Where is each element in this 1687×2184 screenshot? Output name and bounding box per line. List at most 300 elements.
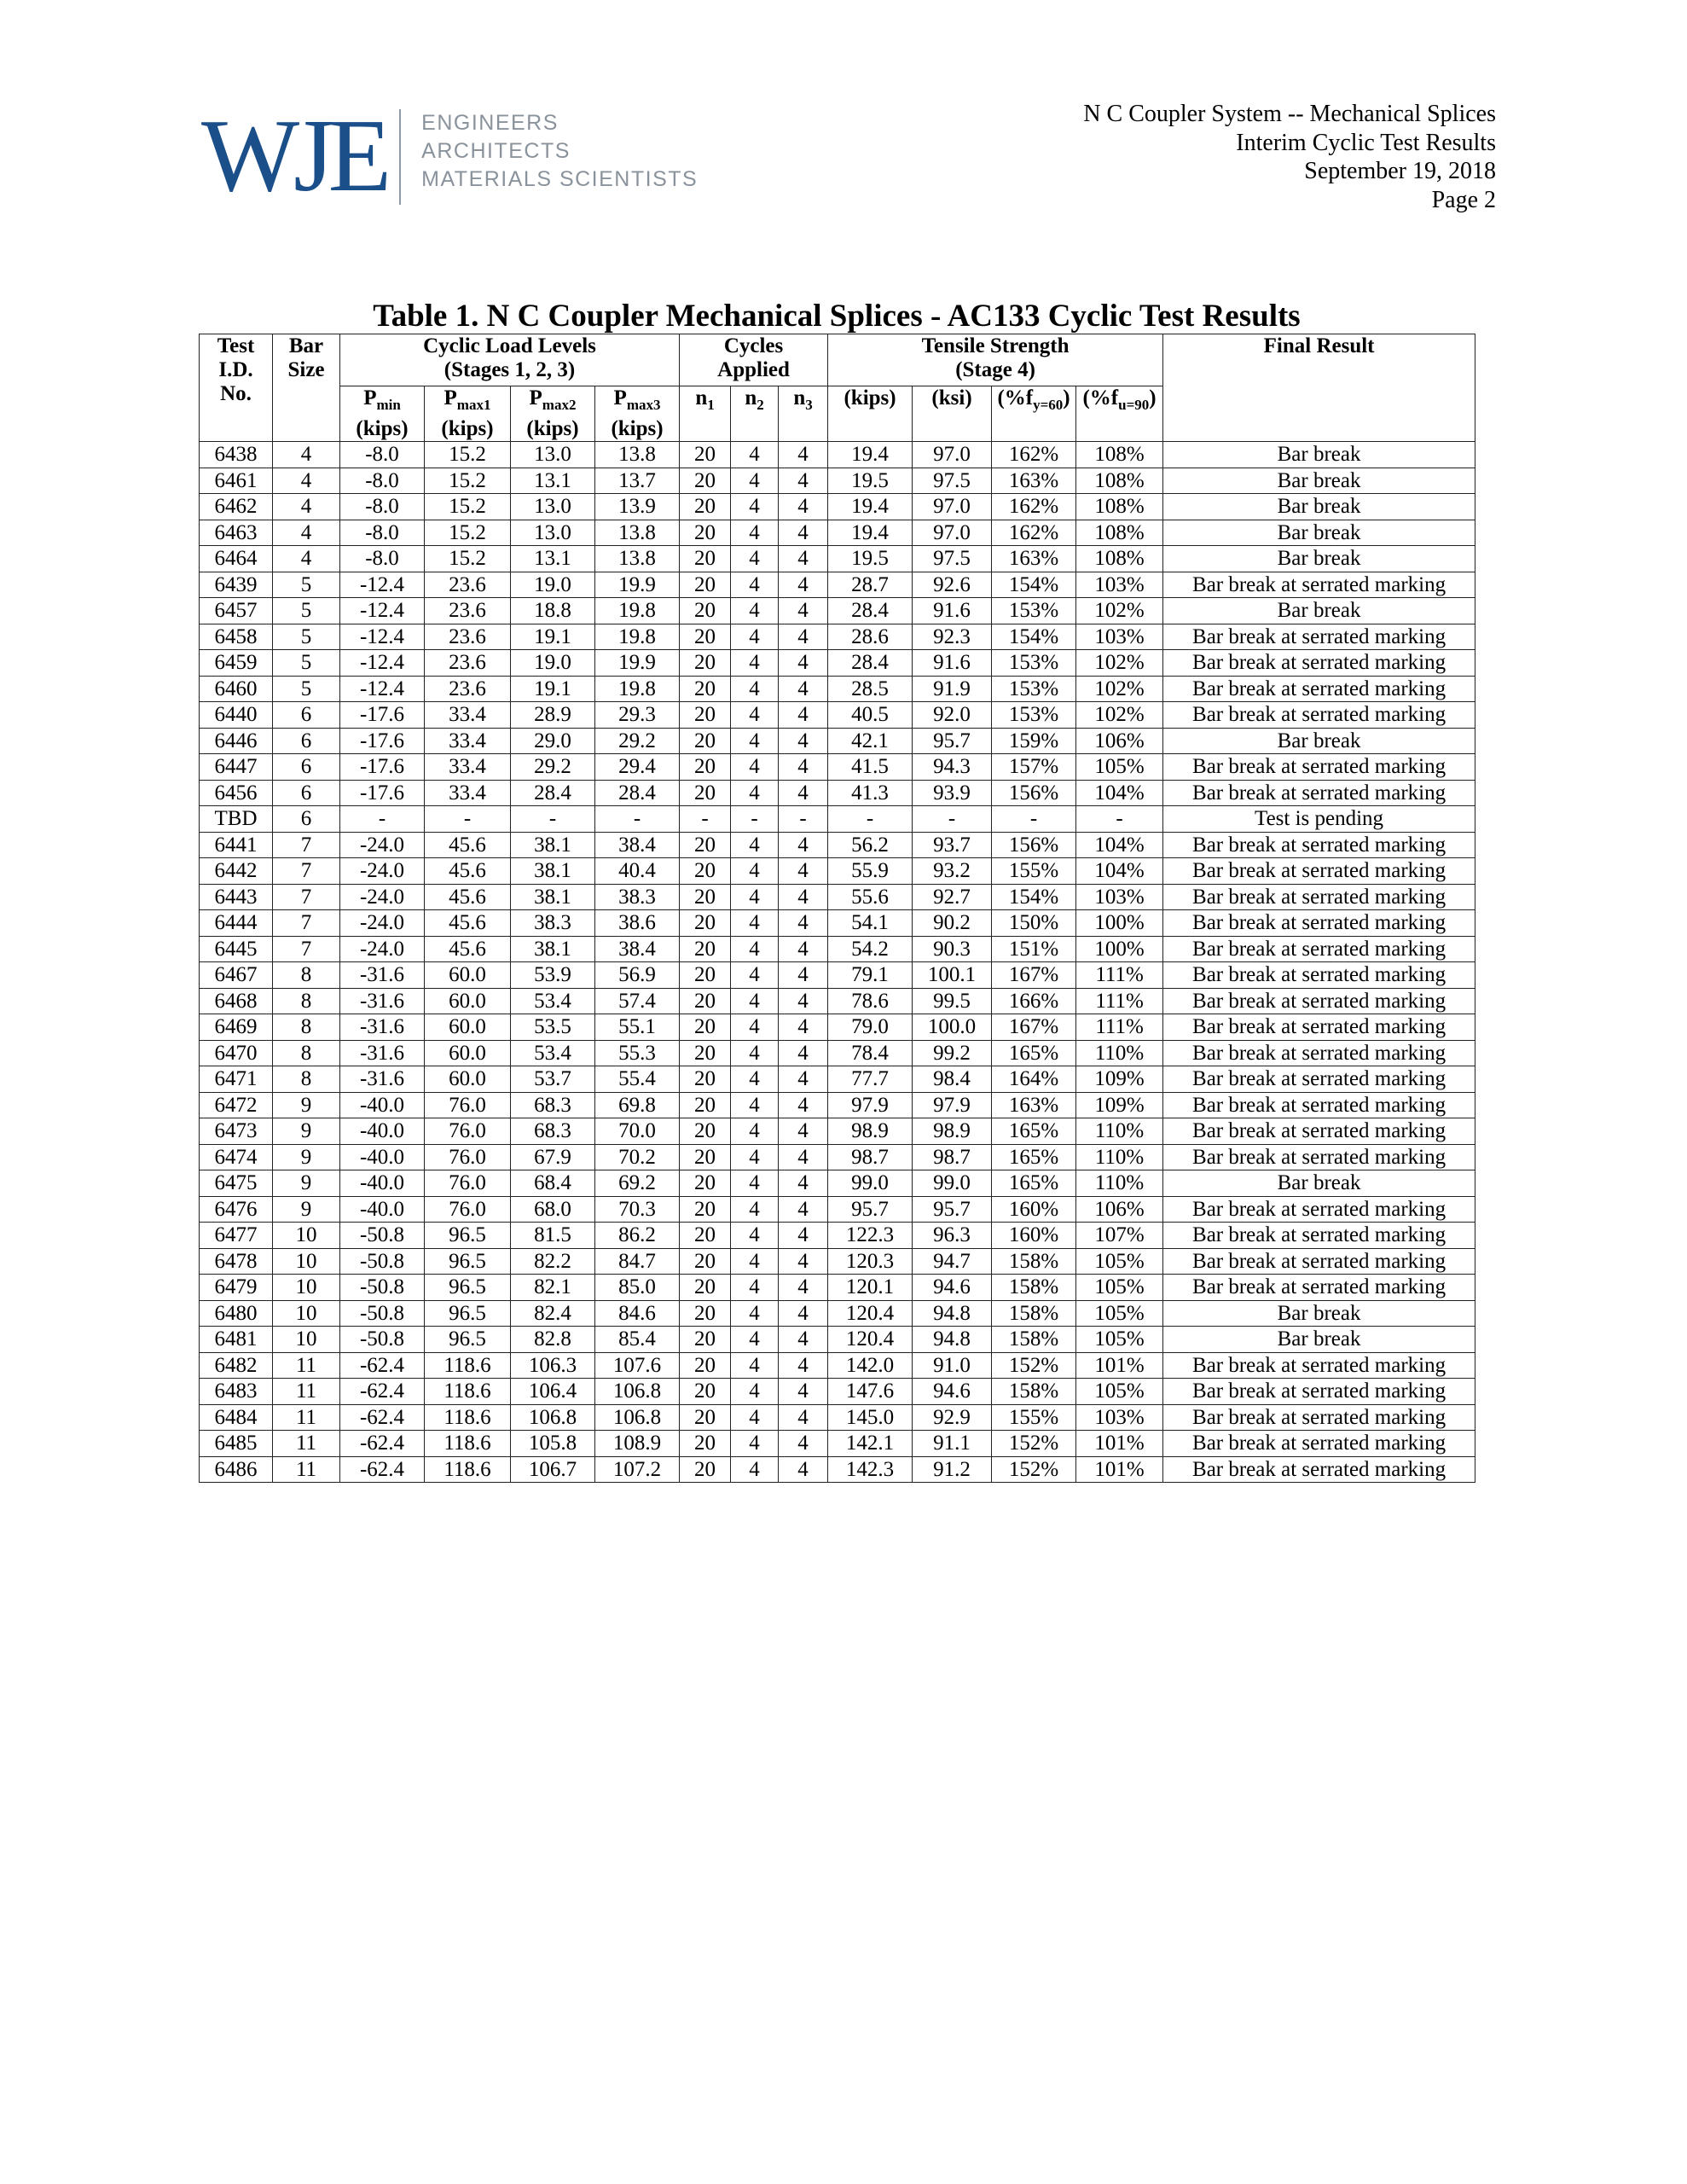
- cell-pmin: -62.4: [340, 1404, 425, 1431]
- col-header-n1: $n_1$: [680, 386, 731, 442]
- cell-pct-fy: 167%: [992, 962, 1076, 989]
- cell-pmax2: 13.0: [511, 494, 595, 520]
- cell-tensile-kips: 120.3: [828, 1248, 913, 1275]
- table-row: [200, 728, 1475, 754]
- cell-pct-fu: 105%: [1076, 754, 1163, 781]
- cell-pmax2: 38.3: [511, 910, 595, 937]
- cell-pmax3: 13.9: [595, 494, 680, 520]
- cell-bar-size: 9: [273, 1196, 340, 1223]
- cell-final-result: Bar break at serrated marking: [1163, 1040, 1475, 1066]
- table-row: [200, 598, 1475, 624]
- cell-pmax1: 23.6: [425, 572, 511, 598]
- col-header-bar-size: Bar Size: [273, 334, 340, 442]
- cell-n1: 20: [680, 1248, 731, 1275]
- cell-tensile-ksi: 97.5: [913, 546, 992, 572]
- table-row: [200, 858, 1475, 885]
- cell-pmin: -24.0: [340, 884, 425, 910]
- cell-n1: 20: [680, 832, 731, 858]
- cell-final-result: Bar break at serrated marking: [1163, 1404, 1475, 1431]
- table-row: [200, 546, 1475, 572]
- table-row: [200, 910, 1475, 937]
- cell-n2: 4: [731, 676, 779, 702]
- cell-test-id: 6483: [200, 1379, 273, 1405]
- cell-pmax2: -: [511, 806, 595, 833]
- header-page-number: Page 2: [1431, 186, 1496, 213]
- cell-pmax3: 70.0: [595, 1118, 680, 1145]
- cell-pct-fu: 102%: [1076, 676, 1163, 702]
- cell-n3: 4: [779, 884, 828, 910]
- cell-n1: 20: [680, 1404, 731, 1431]
- logo-line: MATERIALS SCIENTISTS: [421, 167, 699, 191]
- cell-final-result: Bar break: [1163, 468, 1475, 494]
- cell-pmax1: 23.6: [425, 650, 511, 677]
- cell-pct-fu: 103%: [1076, 1404, 1163, 1431]
- cell-final-result: Bar break at serrated marking: [1163, 1118, 1475, 1145]
- cell-pmin: -24.0: [340, 936, 425, 962]
- cell-n1: 20: [680, 936, 731, 962]
- cell-pmax3: 55.4: [595, 1066, 680, 1093]
- cell-n2: 4: [731, 1379, 779, 1405]
- cell-test-id: 6441: [200, 832, 273, 858]
- cell-pmax2: 38.1: [511, 936, 595, 962]
- cell-pmax3: 107.6: [595, 1352, 680, 1379]
- cell-final-result: Bar break at serrated marking: [1163, 936, 1475, 962]
- cell-tensile-kips: 77.7: [828, 1066, 913, 1093]
- cell-tensile-ksi: 99.2: [913, 1040, 992, 1066]
- cell-pmax1: 96.5: [425, 1300, 511, 1327]
- cell-final-result: Bar break: [1163, 520, 1475, 546]
- cell-pmax3: 40.4: [595, 858, 680, 885]
- cell-pmax1: 23.6: [425, 598, 511, 624]
- cell-final-result: Bar break at serrated marking: [1163, 1275, 1475, 1301]
- cell-pmax2: 38.1: [511, 858, 595, 885]
- logo-mark: WJE: [201, 98, 386, 213]
- cell-n3: 4: [779, 676, 828, 702]
- cell-pmax2: 13.1: [511, 546, 595, 572]
- cell-final-result: Bar break at serrated marking: [1163, 962, 1475, 989]
- cell-tensile-ksi: 97.0: [913, 520, 992, 546]
- cell-n1: 20: [680, 546, 731, 572]
- cell-pmax2: 68.3: [511, 1092, 595, 1118]
- document-header: [1083, 100, 1496, 214]
- table-row: [200, 988, 1475, 1014]
- cell-final-result: Bar break: [1163, 494, 1475, 520]
- cell-tensile-ksi: 95.7: [913, 1196, 992, 1223]
- cell-pct-fu: 109%: [1076, 1092, 1163, 1118]
- cell-pmin: -8.0: [340, 442, 425, 468]
- cell-final-result: Bar break: [1163, 598, 1475, 624]
- cell-final-result: Bar break at serrated marking: [1163, 572, 1475, 598]
- cell-pmax1: 45.6: [425, 910, 511, 937]
- cell-pct-fy: 153%: [992, 702, 1076, 729]
- cell-n1: 20: [680, 1223, 731, 1249]
- cell-bar-size: 10: [273, 1327, 340, 1353]
- col-header-cycles: Cycles Applied: [680, 334, 828, 386]
- cell-pct-fy: 155%: [992, 1404, 1076, 1431]
- cell-pct-fu: 106%: [1076, 1196, 1163, 1223]
- results-table-body: [200, 442, 1475, 1483]
- col-header-pmax3: $P_{max3}$ (kips): [595, 386, 680, 442]
- cell-pct-fu: 104%: [1076, 780, 1163, 806]
- cell-tensile-kips: 28.4: [828, 598, 913, 624]
- cell-n2: 4: [731, 1300, 779, 1327]
- cell-pmax2: 18.8: [511, 598, 595, 624]
- cell-tensile-ksi: 98.7: [913, 1144, 992, 1170]
- cell-test-id: 6447: [200, 754, 273, 781]
- cell-pct-fu: 100%: [1076, 910, 1163, 937]
- cell-tensile-kips: 28.6: [828, 624, 913, 650]
- cell-bar-size: 8: [273, 1066, 340, 1093]
- cell-n3: 4: [779, 780, 828, 806]
- cell-pmin: -40.0: [340, 1170, 425, 1197]
- col-header-pct-fu: $(\%f_{u=90})$: [1076, 386, 1163, 442]
- cell-pmax3: 19.8: [595, 676, 680, 702]
- cell-pct-fu: 102%: [1076, 598, 1163, 624]
- cell-test-id: 6445: [200, 936, 273, 962]
- cell-final-result: Bar break at serrated marking: [1163, 624, 1475, 650]
- cell-test-id: 6477: [200, 1223, 273, 1249]
- cell-pct-fy: -: [992, 806, 1076, 833]
- cell-n3: 4: [779, 1196, 828, 1223]
- cell-pmax1: 96.5: [425, 1223, 511, 1249]
- cell-final-result: Bar break: [1163, 728, 1475, 754]
- cell-pct-fu: 110%: [1076, 1118, 1163, 1145]
- table-row: [200, 1144, 1475, 1170]
- col-header-kips: (kips): [828, 386, 913, 442]
- cell-pmin: -24.0: [340, 910, 425, 937]
- cell-n2: 4: [731, 988, 779, 1014]
- cell-pct-fu: 108%: [1076, 546, 1163, 572]
- cell-pct-fu: 111%: [1076, 1014, 1163, 1041]
- cell-pmin: -8.0: [340, 520, 425, 546]
- cell-pct-fu: 108%: [1076, 468, 1163, 494]
- table-row: [200, 780, 1475, 806]
- cell-pct-fy: 162%: [992, 442, 1076, 468]
- col-header-pmin: $P_{min}$ (kips): [340, 386, 425, 442]
- cell-pct-fu: 104%: [1076, 858, 1163, 885]
- cell-n3: 4: [779, 1118, 828, 1145]
- results-table: [199, 334, 1475, 1483]
- cell-pmax2: 81.5: [511, 1223, 595, 1249]
- cell-pmax2: 82.2: [511, 1248, 595, 1275]
- cell-n3: 4: [779, 1014, 828, 1041]
- col-header-cyclic-load: Cyclic Load Levels (Stages 1, 2, 3): [340, 334, 680, 386]
- cell-n3: 4: [779, 728, 828, 754]
- cell-test-id: 6444: [200, 910, 273, 937]
- cell-pmax2: 29.2: [511, 754, 595, 781]
- cell-n2: 4: [731, 1014, 779, 1041]
- cell-pmax2: 68.3: [511, 1118, 595, 1145]
- cell-pmax2: 28.4: [511, 780, 595, 806]
- cell-pmax2: 29.0: [511, 728, 595, 754]
- cell-n1: 20: [680, 1456, 731, 1483]
- cell-final-result: Bar break: [1163, 1300, 1475, 1327]
- cell-n1: 20: [680, 442, 731, 468]
- cell-pct-fy: 151%: [992, 936, 1076, 962]
- cell-pmax3: 84.7: [595, 1248, 680, 1275]
- cell-final-result: Bar break at serrated marking: [1163, 650, 1475, 677]
- cell-pct-fy: 165%: [992, 1040, 1076, 1066]
- cell-pmin: -40.0: [340, 1196, 425, 1223]
- cell-pmax2: 19.1: [511, 676, 595, 702]
- cell-bar-size: 6: [273, 754, 340, 781]
- cell-pmax1: 60.0: [425, 962, 511, 989]
- cell-pct-fu: 106%: [1076, 728, 1163, 754]
- cell-tensile-kips: 78.6: [828, 988, 913, 1014]
- cell-tensile-ksi: 90.2: [913, 910, 992, 937]
- cell-n3: 4: [779, 832, 828, 858]
- cell-pmax1: 76.0: [425, 1196, 511, 1223]
- cell-pmax3: 106.8: [595, 1379, 680, 1405]
- cell-n3: 4: [779, 1144, 828, 1170]
- cell-pmax1: 60.0: [425, 1040, 511, 1066]
- cell-final-result: Test is pending: [1163, 806, 1475, 833]
- cell-pmax1: 15.2: [425, 520, 511, 546]
- cell-pct-fy: 150%: [992, 910, 1076, 937]
- cell-pmin: -62.4: [340, 1431, 425, 1457]
- cell-test-id: 6462: [200, 494, 273, 520]
- cell-pmax3: 29.3: [595, 702, 680, 729]
- cell-test-id: 6464: [200, 546, 273, 572]
- cell-pct-fy: 164%: [992, 1066, 1076, 1093]
- col-header-n3: $n_3$: [779, 386, 828, 442]
- header-title: N C Coupler System -- Mechanical Splices: [1083, 101, 1496, 127]
- cell-bar-size: 11: [273, 1456, 340, 1483]
- cell-tensile-kips: 19.5: [828, 546, 913, 572]
- cell-pmax1: 60.0: [425, 1014, 511, 1041]
- cell-n3: -: [779, 806, 828, 833]
- cell-pct-fy: 163%: [992, 546, 1076, 572]
- cell-pmax2: 38.1: [511, 884, 595, 910]
- cell-n3: 4: [779, 754, 828, 781]
- cell-test-id: 6471: [200, 1066, 273, 1093]
- cell-pct-fy: 159%: [992, 728, 1076, 754]
- cell-tensile-kips: 41.5: [828, 754, 913, 781]
- cell-tensile-kips: 54.2: [828, 936, 913, 962]
- cell-final-result: Bar break at serrated marking: [1163, 1379, 1475, 1405]
- cell-n3: 4: [779, 598, 828, 624]
- cell-tensile-ksi: 96.3: [913, 1223, 992, 1249]
- cell-tensile-ksi: 94.6: [913, 1379, 992, 1405]
- cell-tensile-kips: 42.1: [828, 728, 913, 754]
- cell-test-id: 6482: [200, 1352, 273, 1379]
- cell-n1: 20: [680, 1040, 731, 1066]
- cell-pmax1: 45.6: [425, 884, 511, 910]
- table-row: [200, 702, 1475, 729]
- cell-n2: 4: [731, 1404, 779, 1431]
- col-header-pmax1: $P_{max1}$ (kips): [425, 386, 511, 442]
- cell-pmax2: 106.8: [511, 1404, 595, 1431]
- table-row: [200, 754, 1475, 781]
- cell-n2: 4: [731, 702, 779, 729]
- cell-n1: 20: [680, 1379, 731, 1405]
- cell-n1: 20: [680, 1144, 731, 1170]
- cell-tensile-kips: 28.7: [828, 572, 913, 598]
- cell-tensile-ksi: 98.9: [913, 1118, 992, 1145]
- cell-pmax3: 13.8: [595, 546, 680, 572]
- cell-pmax2: 13.0: [511, 520, 595, 546]
- cell-pmax2: 67.9: [511, 1144, 595, 1170]
- cell-pmin: -8.0: [340, 468, 425, 494]
- cell-n3: 4: [779, 702, 828, 729]
- cell-pmax1: 33.4: [425, 702, 511, 729]
- cell-tensile-ksi: 100.1: [913, 962, 992, 989]
- table-row: [200, 806, 1475, 833]
- cell-n2: 4: [731, 598, 779, 624]
- table-row: [200, 624, 1475, 650]
- cell-tensile-ksi: 91.2: [913, 1456, 992, 1483]
- cell-n3: 4: [779, 1379, 828, 1405]
- cell-pmax2: 106.4: [511, 1379, 595, 1405]
- cell-tensile-kips: 142.0: [828, 1352, 913, 1379]
- cell-bar-size: 8: [273, 988, 340, 1014]
- cell-n1: 20: [680, 754, 731, 781]
- cell-pmax2: 82.8: [511, 1327, 595, 1353]
- cell-tensile-ksi: 97.9: [913, 1092, 992, 1118]
- cell-test-id: 6458: [200, 624, 273, 650]
- table-row: [200, 1431, 1475, 1457]
- cell-test-id: 6473: [200, 1118, 273, 1145]
- cell-tensile-kips: 19.4: [828, 442, 913, 468]
- cell-pmax3: -: [595, 806, 680, 833]
- cell-final-result: Bar break at serrated marking: [1163, 1456, 1475, 1483]
- cell-tensile-kips: 95.7: [828, 1196, 913, 1223]
- cell-bar-size: 5: [273, 676, 340, 702]
- cell-pmin: -50.8: [340, 1300, 425, 1327]
- col-header-test-id: Test I.D. No.: [200, 334, 273, 442]
- cell-n1: -: [680, 806, 731, 833]
- cell-pct-fy: 157%: [992, 754, 1076, 781]
- cell-bar-size: 7: [273, 910, 340, 937]
- col-header-n2: $n_2$: [731, 386, 779, 442]
- cell-final-result: Bar break at serrated marking: [1163, 1014, 1475, 1041]
- cell-final-result: Bar break at serrated marking: [1163, 1248, 1475, 1275]
- cell-pmax1: 76.0: [425, 1144, 511, 1170]
- cell-pmax2: 19.1: [511, 624, 595, 650]
- table-row: [200, 1352, 1475, 1379]
- cell-bar-size: 10: [273, 1223, 340, 1249]
- cell-n1: 20: [680, 650, 731, 677]
- cell-pct-fu: 102%: [1076, 650, 1163, 677]
- cell-pct-fu: 111%: [1076, 988, 1163, 1014]
- cell-tensile-kips: 28.5: [828, 676, 913, 702]
- cell-pmax3: 57.4: [595, 988, 680, 1014]
- cell-pmin: -17.6: [340, 780, 425, 806]
- cell-tensile-kips: 142.3: [828, 1456, 913, 1483]
- logo-text: [421, 109, 698, 194]
- cell-tensile-kips: 122.3: [828, 1223, 913, 1249]
- table-row: [200, 962, 1475, 989]
- col-header-pct-fy: $(\%f_{y=60})$: [992, 386, 1076, 442]
- cell-test-id: 6470: [200, 1040, 273, 1066]
- cell-pmax3: 38.6: [595, 910, 680, 937]
- cell-pct-fu: 108%: [1076, 442, 1163, 468]
- cell-pmax1: 23.6: [425, 676, 511, 702]
- cell-pmin: -31.6: [340, 1040, 425, 1066]
- cell-pmax3: 13.7: [595, 468, 680, 494]
- cell-pmax1: 118.6: [425, 1404, 511, 1431]
- cell-n2: 4: [731, 494, 779, 520]
- cell-test-id: 6446: [200, 728, 273, 754]
- cell-n1: 20: [680, 676, 731, 702]
- cell-pmin: -31.6: [340, 1014, 425, 1041]
- cell-pct-fy: 158%: [992, 1248, 1076, 1275]
- cell-bar-size: 9: [273, 1170, 340, 1197]
- table-row: [200, 1040, 1475, 1066]
- cell-pmin: -31.6: [340, 962, 425, 989]
- cell-n3: 4: [779, 546, 828, 572]
- table-row: [200, 520, 1475, 546]
- cell-pmin: -: [340, 806, 425, 833]
- cell-tensile-kips: 99.0: [828, 1170, 913, 1197]
- cell-n2: 4: [731, 1275, 779, 1301]
- cell-pmin: -24.0: [340, 858, 425, 885]
- cell-tensile-ksi: 92.9: [913, 1404, 992, 1431]
- cell-pmin: -40.0: [340, 1144, 425, 1170]
- cell-pct-fu: 103%: [1076, 572, 1163, 598]
- cell-final-result: Bar break at serrated marking: [1163, 988, 1475, 1014]
- cell-pmax3: 106.8: [595, 1404, 680, 1431]
- cell-pmax1: 15.2: [425, 442, 511, 468]
- table-row: [200, 468, 1475, 494]
- cell-n3: 4: [779, 1092, 828, 1118]
- cell-n1: 20: [680, 910, 731, 937]
- cell-n1: 20: [680, 1327, 731, 1353]
- cell-pct-fy: 160%: [992, 1223, 1076, 1249]
- cell-bar-size: 4: [273, 442, 340, 468]
- cell-pmin: -17.6: [340, 754, 425, 781]
- col-header-final-result: Final Result: [1163, 334, 1475, 442]
- cell-pmin: -12.4: [340, 676, 425, 702]
- col-header-ksi: (ksi): [913, 386, 992, 442]
- cell-pmax2: 19.0: [511, 650, 595, 677]
- cell-pmin: -8.0: [340, 546, 425, 572]
- cell-pct-fu: 110%: [1076, 1170, 1163, 1197]
- cell-n3: 4: [779, 1248, 828, 1275]
- cell-bar-size: 7: [273, 832, 340, 858]
- cell-pct-fy: 154%: [992, 884, 1076, 910]
- cell-bar-size: 5: [273, 650, 340, 677]
- cell-tensile-ksi: 99.5: [913, 988, 992, 1014]
- cell-tensile-ksi: 91.6: [913, 650, 992, 677]
- cell-tensile-ksi: 99.0: [913, 1170, 992, 1197]
- cell-tensile-ksi: 94.6: [913, 1275, 992, 1301]
- cell-pct-fy: 165%: [992, 1144, 1076, 1170]
- cell-test-id: 6457: [200, 598, 273, 624]
- cell-pct-fy: 153%: [992, 676, 1076, 702]
- cell-tensile-kips: 28.4: [828, 650, 913, 677]
- cell-test-id: TBD: [200, 806, 273, 833]
- cell-bar-size: 7: [273, 936, 340, 962]
- cell-tensile-ksi: 92.3: [913, 624, 992, 650]
- cell-pmax3: 29.4: [595, 754, 680, 781]
- cell-pct-fy: 156%: [992, 780, 1076, 806]
- cell-pmax3: 19.9: [595, 650, 680, 677]
- cell-pct-fy: 158%: [992, 1300, 1076, 1327]
- cell-tensile-kips: 78.4: [828, 1040, 913, 1066]
- table-row: [200, 936, 1475, 962]
- cell-tensile-ksi: 100.0: [913, 1014, 992, 1041]
- cell-bar-size: 4: [273, 468, 340, 494]
- cell-pmax3: 19.8: [595, 624, 680, 650]
- cell-pct-fy: 152%: [992, 1456, 1076, 1483]
- cell-n1: 20: [680, 1196, 731, 1223]
- cell-pmin: -50.8: [340, 1275, 425, 1301]
- cell-pmax1: 118.6: [425, 1352, 511, 1379]
- cell-pmin: -8.0: [340, 494, 425, 520]
- cell-pct-fy: 156%: [992, 832, 1076, 858]
- cell-tensile-kips: 79.0: [828, 1014, 913, 1041]
